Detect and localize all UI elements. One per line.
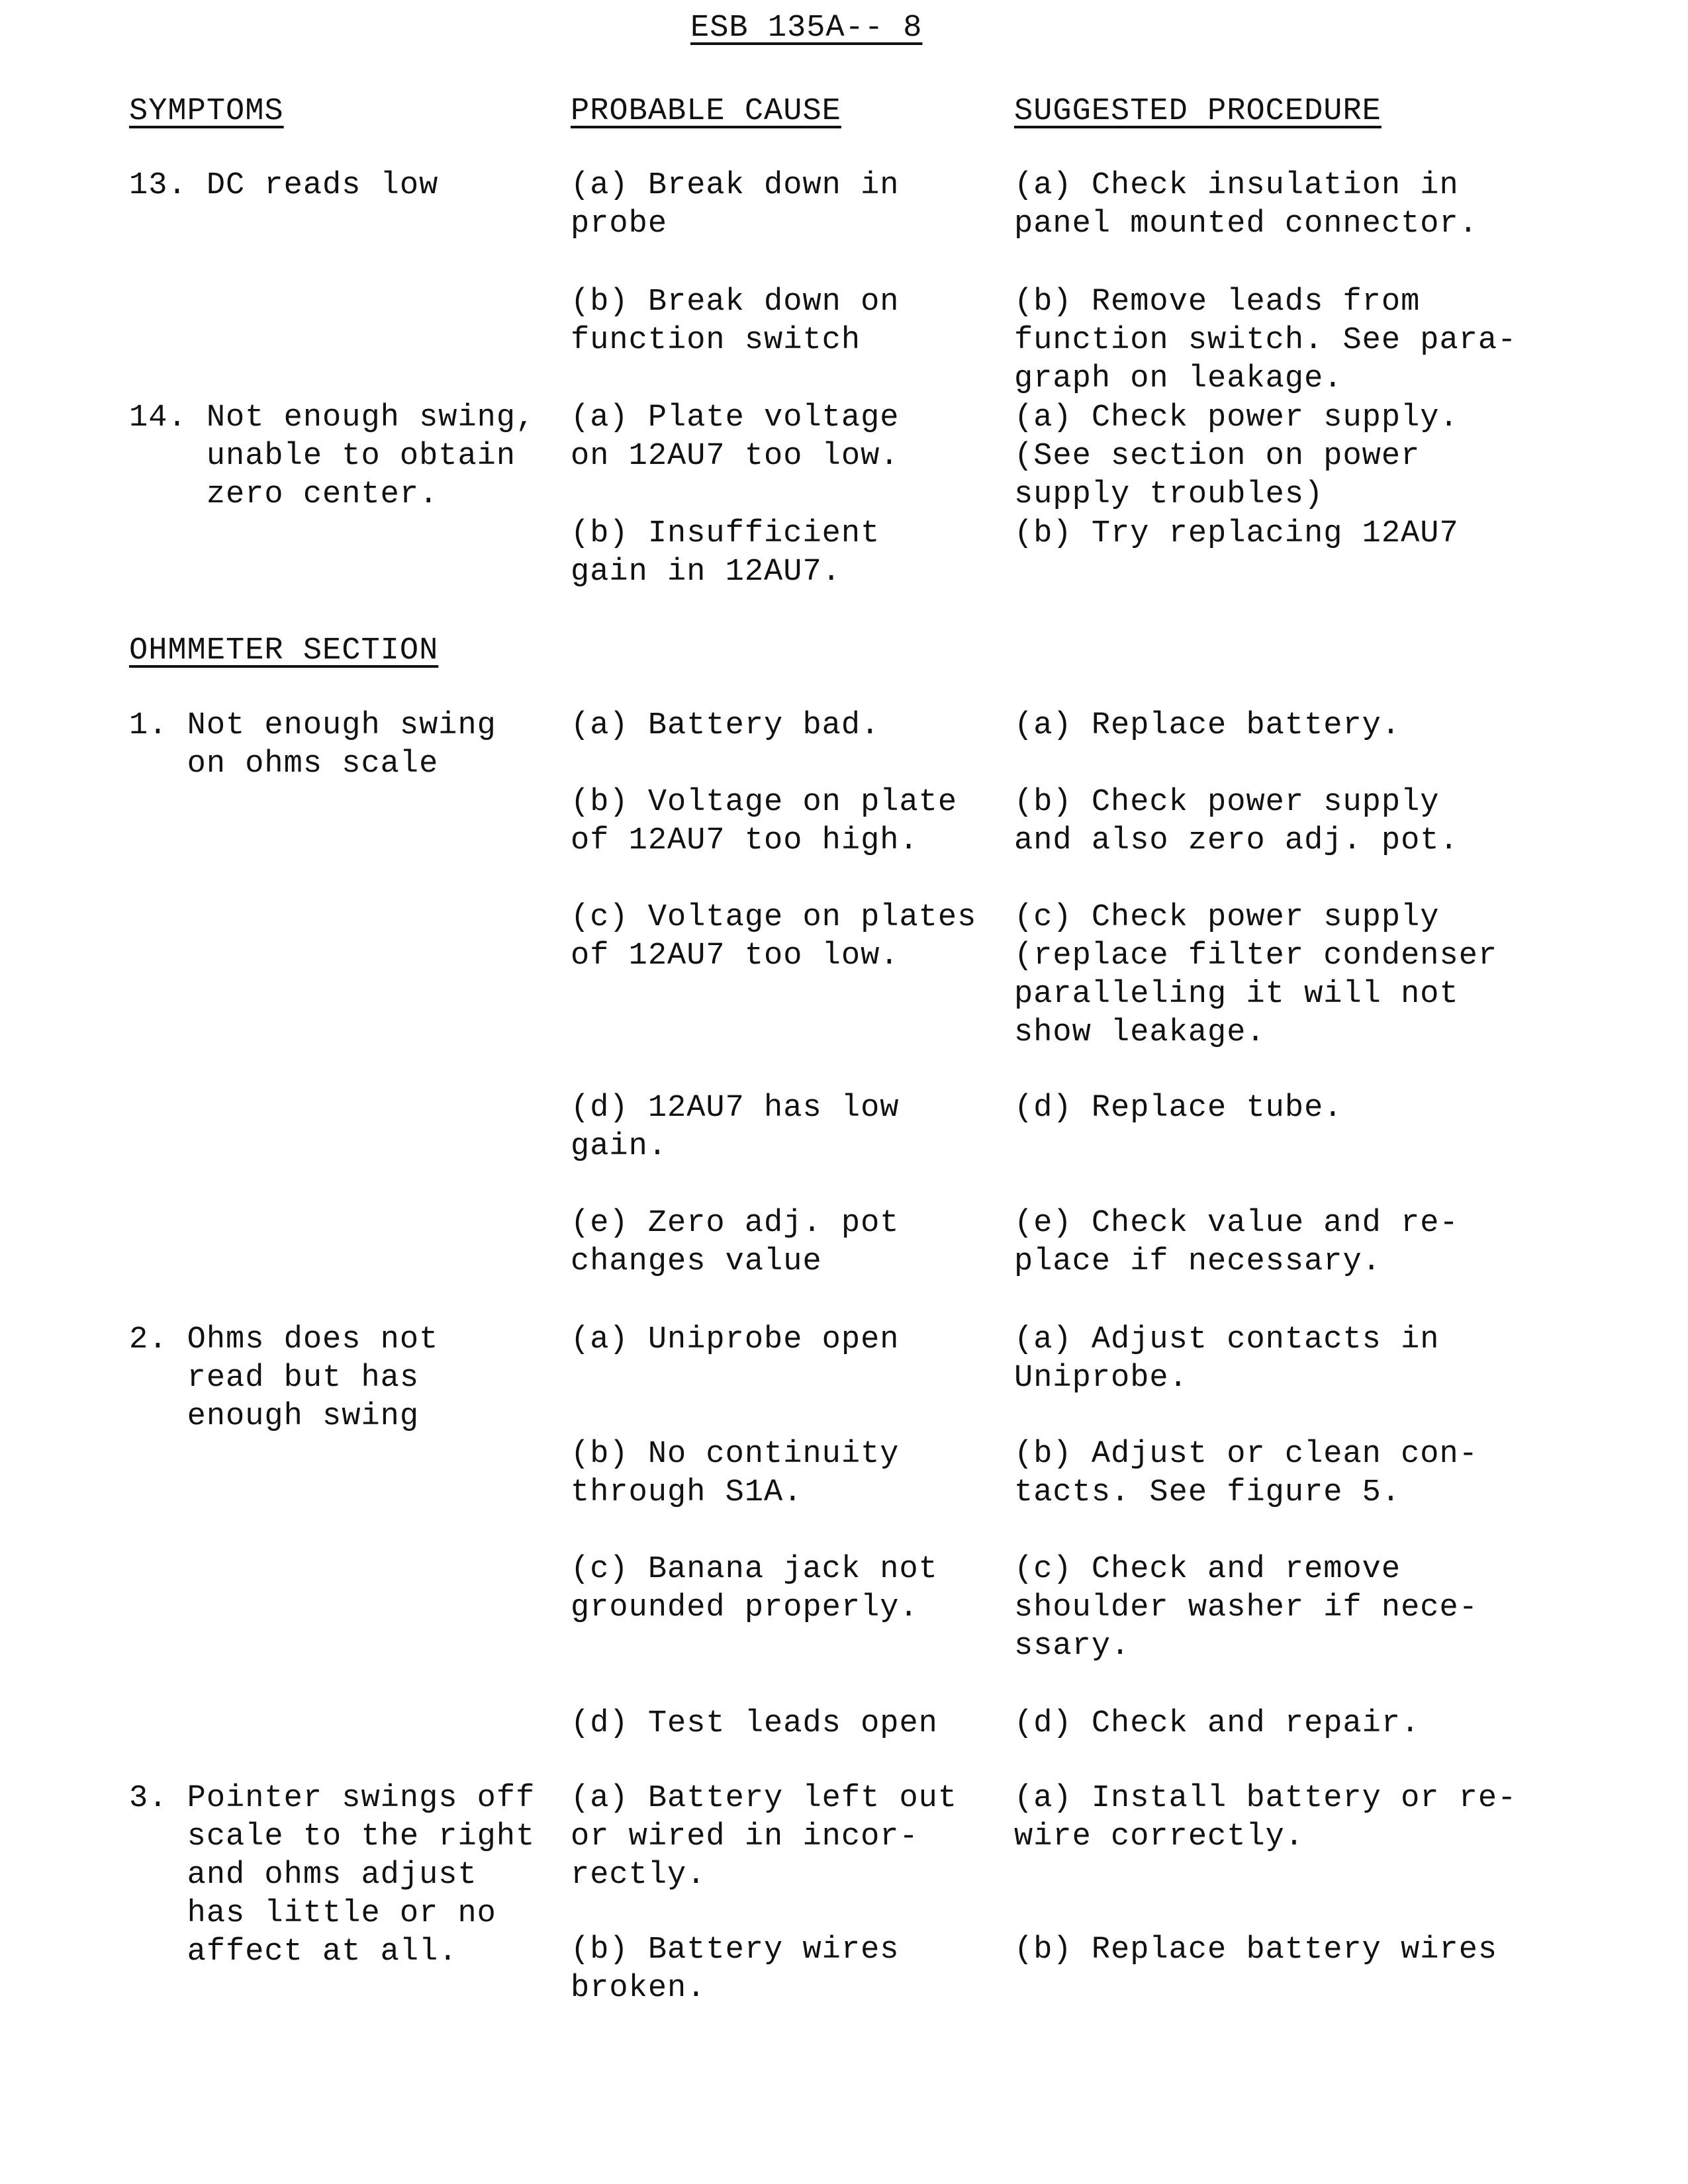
column-header-suggested-procedure: SUGGESTED PROCEDURE: [1014, 94, 1382, 129]
procedure-3b: (b) Replace battery wires: [1014, 1933, 1498, 1968]
cause-3a: (a) Battery left out or wired in incor- rectly.: [571, 1781, 958, 1893]
procedure-13b: (b) Remove leads from function switch. See para- graph on leakage.: [1014, 285, 1517, 396]
cause-1c: (c) Voltage on plates of 12AU7 too low.: [571, 900, 977, 974]
procedure-14a: (a) Check power supply. (See section on power supply troubles): [1014, 400, 1459, 512]
page-header: ESB 135A-- 8: [690, 11, 923, 46]
cause-1b: (b) Voltage on plate of 12AU7 too high.: [571, 785, 958, 858]
procedure-2c: (c) Check and remove shoulder washer if nece- ssary.: [1014, 1552, 1478, 1664]
procedure-1b: (b) Check power supply and also zero adj. pot.: [1014, 785, 1459, 858]
column-header-probable-cause: PROBABLE CAUSE: [571, 94, 841, 129]
procedure-14b: (b) Try replacing 12AU7: [1014, 516, 1459, 551]
cause-2c: (c) Banana jack not grounded properly.: [571, 1552, 938, 1625]
procedure-1e: (e) Check value and re- place if necessary.: [1014, 1206, 1459, 1279]
procedure-1d: (d) Replace tube.: [1014, 1091, 1343, 1126]
cause-3b: (b) Battery wires broken.: [571, 1933, 900, 2006]
procedure-3a: (a) Install battery or re- wire correctly.: [1014, 1781, 1517, 1854]
cause-2b: (b) No continuity through S1A.: [571, 1437, 900, 1510]
procedure-2a: (a) Adjust contacts in Uniprobe.: [1014, 1322, 1440, 1396]
cause-1d: (d) 12AU7 has low gain.: [571, 1091, 900, 1164]
cause-13a: (a) Break down in probe: [571, 168, 900, 242]
symptom-2: 2. Ohms does not read but has enough swing: [129, 1322, 439, 1434]
procedure-13a: (a) Check insulation in panel mounted connector.: [1014, 168, 1478, 242]
cause-1a: (a) Battery bad.: [571, 708, 880, 743]
cause-2a: (a) Uniprobe open: [571, 1322, 900, 1357]
cause-2d: (d) Test leads open: [571, 1706, 938, 1741]
symptom-14: 14. Not enough swing, unable to obtain zero center.: [129, 400, 536, 512]
cause-13b: (b) Break down on function switch: [571, 285, 900, 358]
symptom-13: 13. DC reads low: [129, 168, 439, 203]
cause-14a: (a) Plate voltage on 12AU7 too low.: [571, 400, 900, 474]
cause-14b: (b) Insufficient gain in 12AU7.: [571, 516, 880, 590]
column-header-symptoms: SYMPTOMS: [129, 94, 284, 129]
procedure-2b: (b) Adjust or clean con- tacts. See figure 5.: [1014, 1437, 1478, 1510]
procedure-2d: (d) Check and repair.: [1014, 1706, 1421, 1741]
symptom-1: 1. Not enough swing on ohms scale: [129, 708, 496, 782]
procedure-1a: (a) Replace battery.: [1014, 708, 1401, 743]
symptom-3: 3. Pointer swings off scale to the right and ohms adjust has little or no affect at all.: [129, 1781, 536, 1970]
cause-1e: (e) Zero adj. pot changes value: [571, 1206, 900, 1279]
section-heading-ohmmeter: OHMMETER SECTION: [129, 633, 439, 668]
procedure-1c: (c) Check power supply (replace filter condenser paralleling it will not show leakage.: [1014, 900, 1498, 1050]
